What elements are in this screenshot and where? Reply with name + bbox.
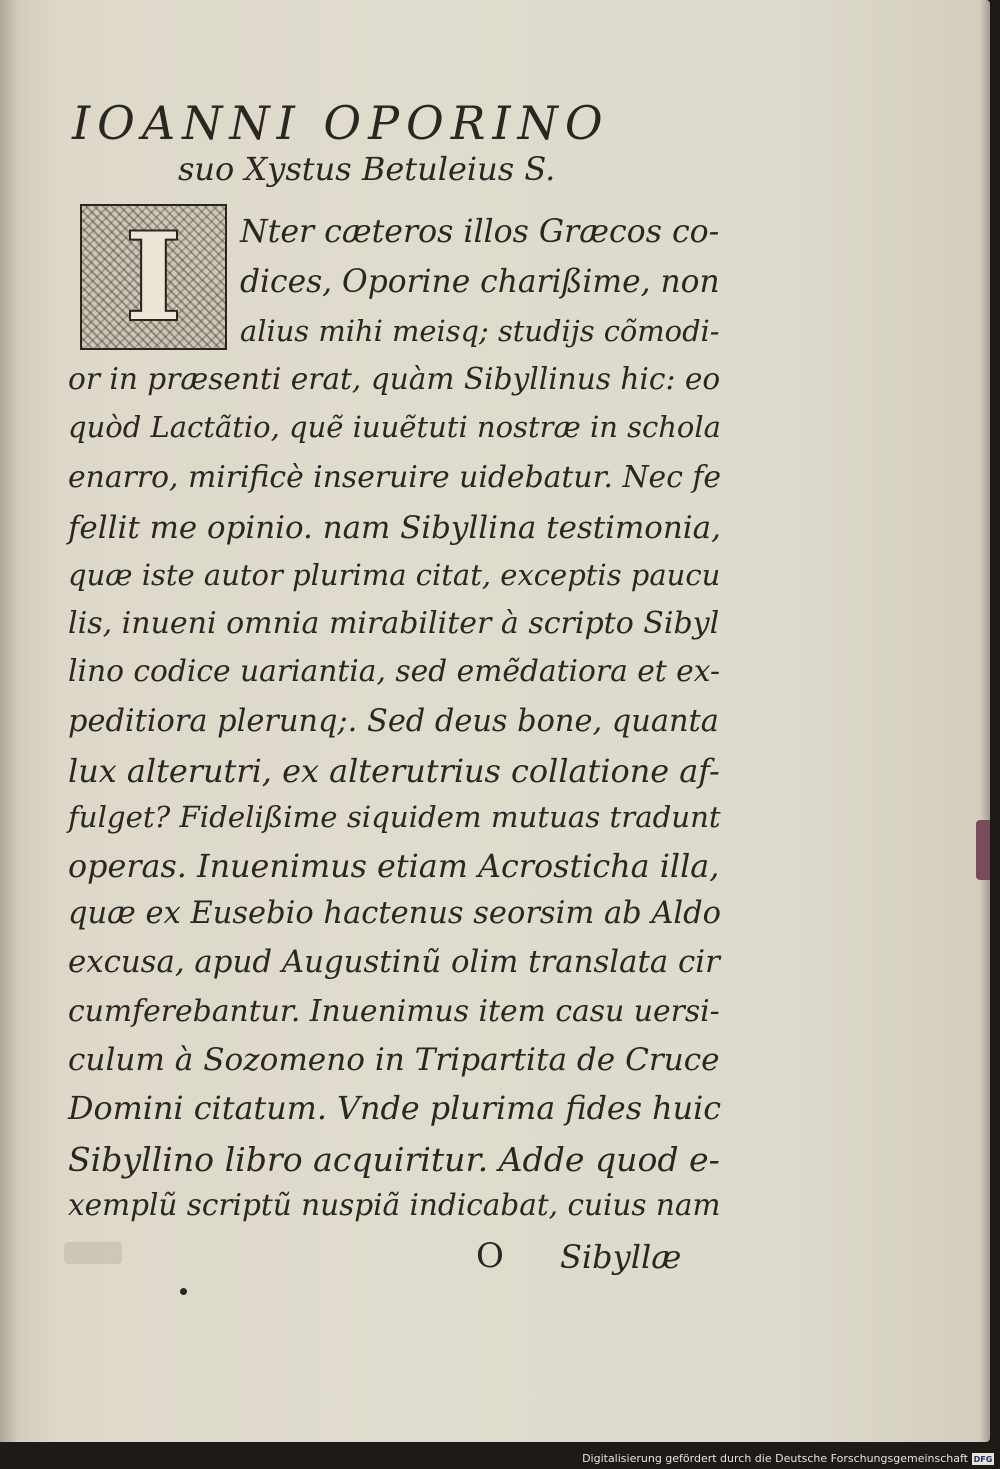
catchword: Sibyllæ bbox=[560, 1238, 682, 1276]
text-line: quæ iste autor plurima citat, exceptis paucu bbox=[68, 558, 721, 592]
text-line: lux alterutri, ex alterutrius collatione af- bbox=[68, 752, 720, 790]
text-line: fulget? Fidelißime siquidem mutuas tradunt bbox=[68, 800, 721, 834]
text-line: excusa, apud Augustinũ olim translata cir bbox=[68, 944, 720, 980]
text-line: alius mihi meisq; studijs cõmodi- bbox=[240, 314, 720, 348]
text-line: lis, inueni omnia mirabiliter à scripto Sibyl bbox=[68, 606, 720, 641]
initial-letter: I bbox=[125, 206, 182, 348]
text-line: culum à Sozomeno in Tripartita de Cruce bbox=[68, 1042, 720, 1078]
page-edge-shadow bbox=[980, 0, 990, 1442]
text-line: Domini citatum. Vnde plurima fides huic bbox=[68, 1090, 722, 1127]
digitization-credit: Digitalisierung gefördert durch die Deutsche Forschungsgemeinschaft bbox=[582, 1452, 968, 1465]
faded-mark bbox=[64, 1242, 122, 1264]
text-line: cumferebantur. Inuenimus item casu uersi- bbox=[68, 994, 720, 1029]
text-line: quæ ex Eusebio hactenus seorsim ab Aldo bbox=[68, 896, 722, 931]
page-gutter-shadow bbox=[0, 0, 18, 1442]
signature-mark: O bbox=[476, 1236, 504, 1276]
text-line: lino codice uariantia, sed emẽdatiora et ex- bbox=[68, 654, 720, 689]
text-line: enarro, mirificè inseruire uidebatur. Nec fe bbox=[68, 460, 722, 495]
text-line: quòd Lactãtio, quẽ iuuẽtuti nostræ in schola bbox=[68, 410, 721, 444]
text-line: peditiora plerunq;. Sed deus bone, quanta bbox=[68, 704, 719, 739]
ink-dot bbox=[180, 1288, 187, 1295]
page-subtitle: suo Xystus Betuleius S. bbox=[178, 150, 556, 188]
page-edge-tab bbox=[976, 820, 990, 880]
decorated-initial bbox=[80, 204, 227, 350]
text-line: fellit me opinio. nam Sibyllina testimonia, bbox=[68, 510, 721, 546]
text-line: xemplũ scriptũ nuspiã indicabat, cuius nam bbox=[68, 1188, 721, 1222]
text-line: Nter cæteros illos Græcos co- bbox=[240, 214, 720, 250]
text-line: or in præsenti erat, quàm Sibyllinus hic: eo bbox=[68, 362, 721, 396]
text-line: Sibyllino libro acquiritur. Adde quod e- bbox=[68, 1140, 720, 1179]
text-line: operas. Inuenimus etiam Acrosticha illa, bbox=[68, 848, 720, 885]
text-line: dices, Oporine charißime, non bbox=[240, 264, 720, 300]
page-title: IOANNI OPORINO bbox=[72, 96, 610, 150]
dfg-logo: DFG bbox=[973, 1454, 993, 1464]
